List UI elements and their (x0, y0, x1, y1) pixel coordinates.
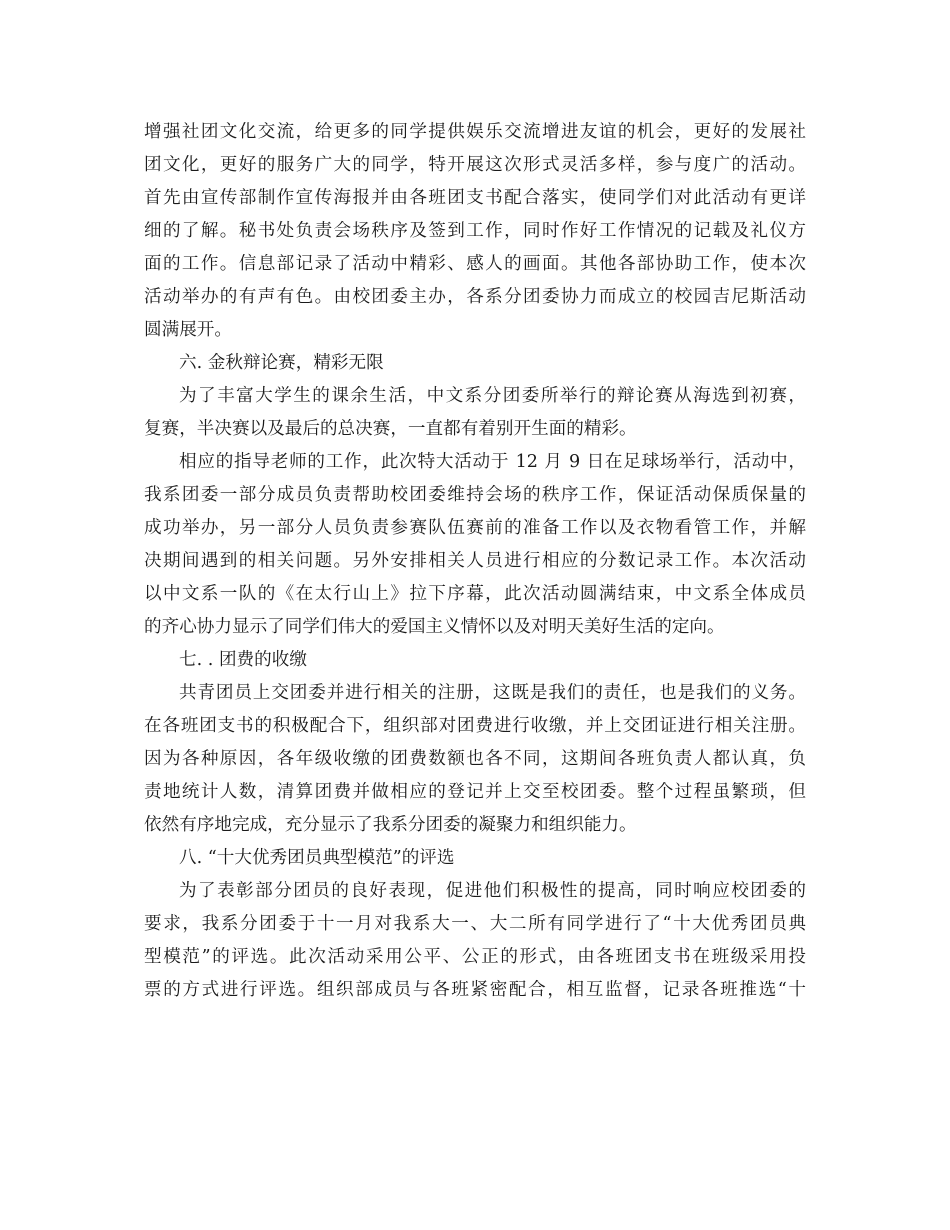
text-line: 相应的指导老师的工作，此次特大活动于 12 月 9 日在足球场举行，活动中， (179, 452, 806, 472)
text-line: 八. “十大优秀团员典型模范”的评选 (179, 848, 455, 868)
text-line: 细的了解。秘书处负责会场秩序及签到工作，同时作好工作情况的记载及礼仪方 (144, 221, 806, 241)
text-line: 依然有序地完成，充分显示了我系分团委的凝聚力和组织能力。 (144, 815, 637, 835)
document-body (144, 116, 806, 1007)
text-line: 以中文系一队的《在太行山上》拉下序幕，此次活动圆满结束，中文系全体成员 (144, 584, 806, 604)
text-line: 复赛，半决赛以及最后的总决赛，一直都有着别开生面的精彩。 (144, 419, 637, 439)
text-line: 六. 金秋辩论赛，精彩无限 (179, 353, 384, 373)
text-line: 型模范”的评选。此次活动采用公平、公正的形式，由各班团支书在班级采用投 (144, 947, 806, 967)
text-line: 面的工作。信息部记录了活动中精彩、感人的画面。其他各部协助工作，使本次 (144, 254, 806, 274)
text-line: 活动举办的有声有色。由校团委主办，各系分团委协力而成立的校园吉尼斯活动 (144, 287, 806, 307)
text-line: 圆满展开。 (144, 320, 232, 340)
text-line: 成功举办，另一部分人员负责参赛队伍赛前的准备工作以及衣物看管工作，并解 (144, 518, 806, 538)
text-line: 要求，我系分团委于十一月对我系大一、大二所有同学进行了“十大优秀团员典 (144, 914, 806, 934)
text-line: 七. . 团费的收缴 (179, 650, 307, 670)
text-line: 在各班团支书的积极配合下，组织部对团费进行收缴，并上交团证进行相关注册。 (144, 716, 806, 736)
text-line: 决期间遇到的相关问题。另外安排相关人员进行相应的分数记录工作。本次活动 (144, 551, 806, 571)
text-line: 为了表彰部分团员的良好表现，促进他们积极性的提高，同时响应校团委的 (179, 881, 806, 901)
text-line: 我系团委一部分成员负责帮助校团委维持会场的秩序工作，保证活动保质保量的 (144, 485, 806, 505)
text-line: 团文化，更好的服务广大的同学，特开展这次形式灵活多样，参与度广的活动。 (144, 155, 806, 175)
text-line: 为了丰富大学生的课余生活，中文系分团委所举行的辩论赛从海选到初赛， (179, 386, 806, 406)
text-line: 票的方式进行评选。组织部成员与各班紧密配合，相互监督，记录各班推选“十 (144, 980, 806, 1000)
text-line: 共青团员上交团委并进行相关的注册，这既是我们的责任，也是我们的义务。 (179, 683, 806, 703)
text-line: 责地统计人数，清算团费并做相应的登记并上交至校团委。整个过程虽繁琐，但 (144, 782, 806, 802)
text-line: 的齐心协力显示了同学们伟大的爱国主义情怀以及对明天美好生活的定向。 (144, 617, 725, 637)
text-line: 首先由宣传部制作宣传海报并由各班团支书配合落实，使同学们对此活动有更详 (144, 188, 806, 208)
text-line: 因为各种原因，各年级收缴的团费数额也各不同，这期间各班负责人都认真，负 (144, 749, 806, 769)
text-line: 增强社团文化交流，给更多的同学提供娱乐交流增进友谊的机会，更好的发展社 (144, 122, 806, 142)
